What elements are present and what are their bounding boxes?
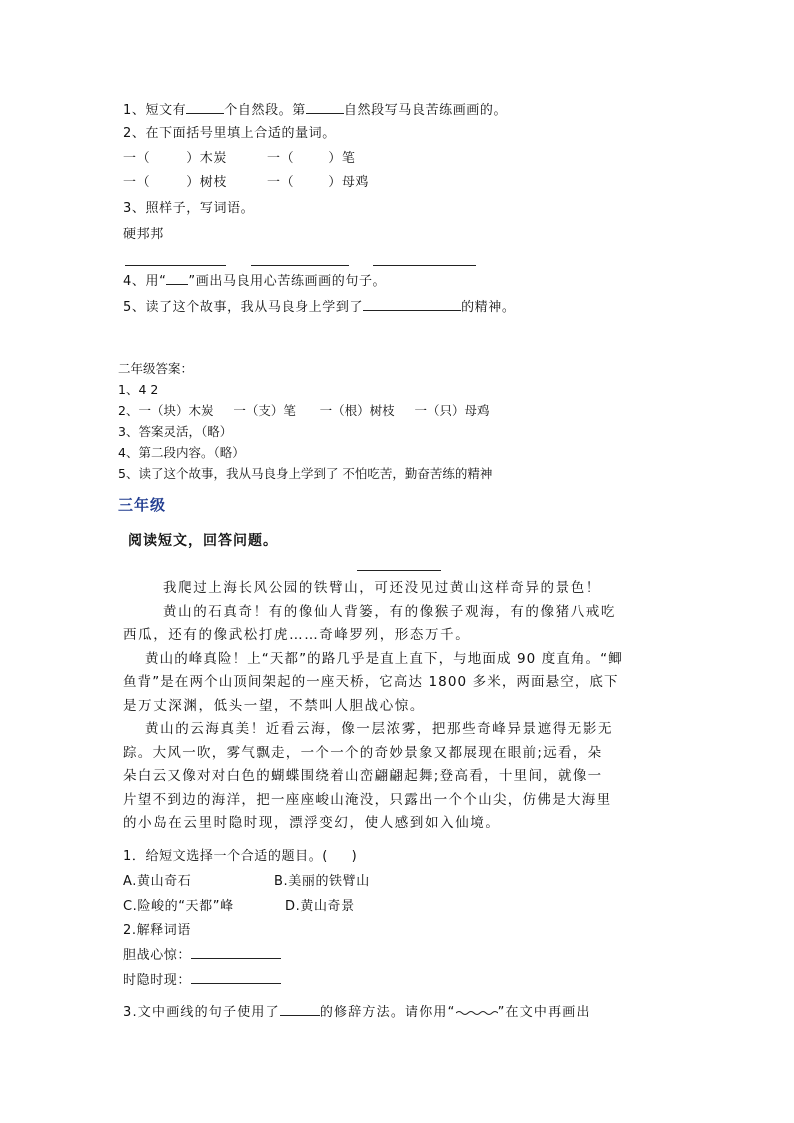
term-1-blank[interactable] <box>191 946 281 959</box>
q2-r1-word-a: ）木炭 <box>186 151 228 166</box>
q2-r2-paren-open-b: 一（ <box>267 175 295 190</box>
q5-blank[interactable] <box>363 298 461 311</box>
passage-p2-line-1: 黄山的石真奇！有的像仙人背篓，有的像猴子观海，有的像猪八戒吃 <box>163 603 616 620</box>
passage-p4-line-5: 的小岛在云里时隐时现，漂浮变幻，使人感到如入仙境。 <box>123 815 501 831</box>
g3-q3-text-a: 3.文中画线的句子使用了 <box>123 1005 280 1020</box>
passage-p3-line-1: 黄山的峰真险！上“天都”的路几乎是直上直下，与地面成 90 度直角。“鲫 <box>145 650 623 667</box>
g3-q3-text-c: ”在文中再画出 <box>497 1005 591 1020</box>
title-blank-line[interactable] <box>357 570 441 571</box>
q4-text-b: ”画出马良用心苦练画画的句子。 <box>188 274 387 289</box>
q2-r1-paren-open-b: 一（ <box>267 151 295 166</box>
q3-example-word: 硬邦邦 <box>123 227 164 242</box>
q5-text-b: 的精神。 <box>461 300 516 315</box>
answer-3: 3、答案灵活，（略） <box>118 424 233 439</box>
g3-question-3 <box>123 1003 591 1022</box>
passage-p3-line-3: 是万丈深渊，低头一望，不禁叫人胆战心惊。 <box>123 697 425 714</box>
grade-3-heading: 三年级 <box>118 496 167 514</box>
term-2-blank[interactable] <box>191 971 281 984</box>
q3-answer-line-2[interactable] <box>251 265 349 266</box>
term-1-label: 胆战心惊： <box>123 948 192 963</box>
wavy-line-icon <box>456 1004 498 1014</box>
option-d[interactable]: D.黄山奇景 <box>285 899 355 914</box>
q3-answer-line-3[interactable] <box>373 265 476 266</box>
option-c[interactable]: C.险峻的“天都”峰 <box>123 899 234 914</box>
term-1 <box>123 946 281 965</box>
question-2-row-1 <box>123 150 355 168</box>
q3-answer-line-1[interactable] <box>125 265 226 266</box>
q2-r2-paren-open-a: 一（ <box>123 175 151 190</box>
term-2 <box>123 971 281 990</box>
passage-p4-line-3: 朵白云又像对对白色的蝴蝶围绕着山峦翩翩起舞;登高看，十里间，就像一 <box>123 768 603 784</box>
q4-blank[interactable] <box>166 272 188 285</box>
answers-title: 二年级答案： <box>118 361 194 376</box>
answer-4: 4、第二段内容。（略） <box>118 445 245 460</box>
q1-text-a: 1、短文有 <box>123 103 187 118</box>
q5-text-a: 5、读了这个故事，我从马良身上学到了 <box>123 300 364 315</box>
passage-p3-line-2: 鱼背”是在两个山顶间架起的一座天桥，它高达 1800 多米，两面悬空，底下 <box>123 674 619 690</box>
q2-r1-word-b: ）笔 <box>328 151 356 166</box>
reading-instruction: 阅读短文，回答问题。 <box>128 533 278 549</box>
answer-2: 2、一（块）木炭 一（支）笔 一（根）树枝 一（只）母鸡 <box>118 403 490 418</box>
g3-q3-blank[interactable] <box>280 1003 320 1016</box>
answer-5: 5、读了这个故事，我从马良身上学到了 不怕吃苦，勤奋苦练的精神 <box>118 466 493 481</box>
g3-q3-text-b: 的修辞方法。请你用“ <box>319 1005 456 1020</box>
passage <box>123 577 663 836</box>
question-2: 2、在下面括号里填上合适的量词。 <box>123 126 336 141</box>
question-2-row-2 <box>123 174 369 192</box>
q1-text-b: 个自然段。第 <box>224 103 306 118</box>
g3-question-1: 1．给短文选择一个合适的题目。( ) <box>123 849 358 864</box>
term-2-label: 时隐时现： <box>123 973 192 988</box>
q4-text-a: 4、用“ <box>123 274 167 289</box>
passage-p1: 我爬过上海长风公园的铁臂山，可还没见过黄山这样奇异的景色！ <box>163 580 601 596</box>
q1-text-c: 自然段写马良苦练画画的。 <box>343 103 508 118</box>
passage-p4-line-1: 黄山的云海真美！近看云海，像一层浓雾，把那些奇峰异景遮得无影无 <box>145 721 614 737</box>
q1-blank-1[interactable] <box>186 101 224 114</box>
q2-r2-word-a: ）树枝 <box>186 175 228 190</box>
question-4 <box>123 272 386 291</box>
passage-p4-line-4: 片望不到边的海洋，把一座座峻山淹没，只露出一个个山尖，仿佛是大海里 <box>123 791 612 808</box>
question-5 <box>123 298 515 317</box>
q1-blank-2[interactable] <box>306 101 344 114</box>
passage-p2-line-2: 西瓜，还有的像武松打虎……奇峰罗列，形态万千。 <box>123 627 471 643</box>
question-1 <box>123 101 507 120</box>
passage-p4-line-2: 踪。大风一吹，雾气飘走，一个一个的奇妙景象又都展现在眼前;远看，朵 <box>123 744 603 761</box>
q2-r1-paren-open-a: 一（ <box>123 151 151 166</box>
q2-r2-word-b: ）母鸡 <box>328 175 370 190</box>
option-b[interactable]: B.美丽的铁臂山 <box>274 874 370 889</box>
option-a[interactable]: A.黄山奇石 <box>123 874 192 889</box>
g3-question-2: 2.解释词语 <box>123 923 192 938</box>
question-3: 3、照样子，写词语。 <box>123 201 255 216</box>
answer-1: 1、4 2 <box>118 382 159 397</box>
